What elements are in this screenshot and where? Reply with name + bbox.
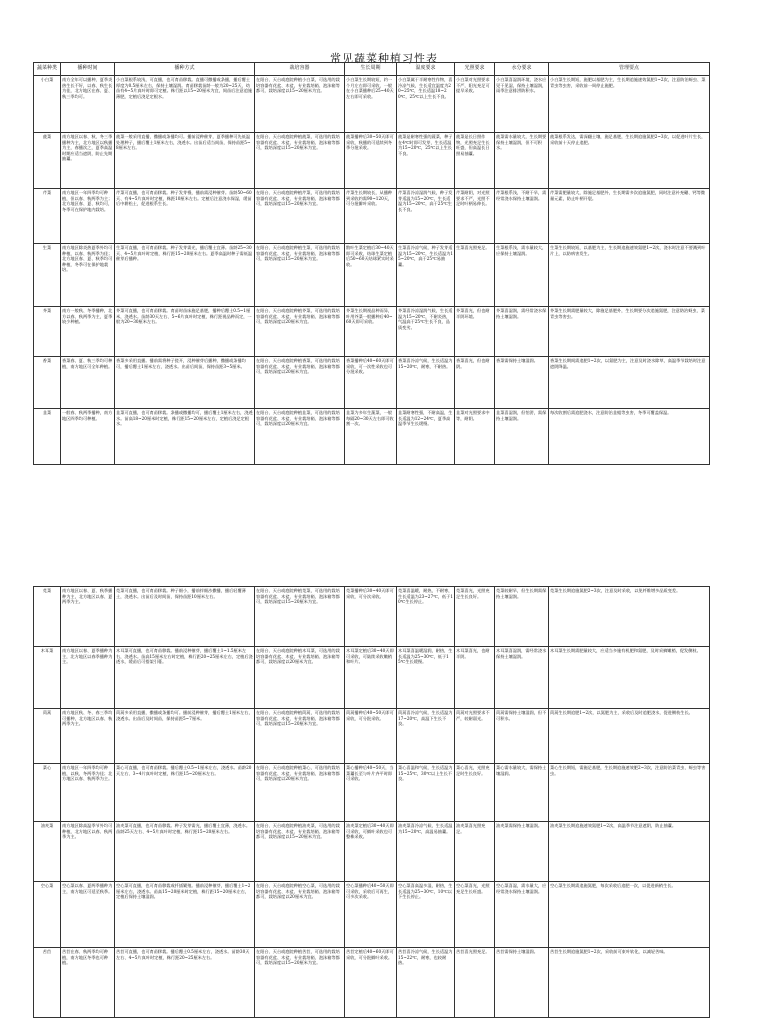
table-cell: 香菜播种后40~60天即可采收，可一次性采收也可分批采收。: [345, 357, 397, 409]
table-cell: 小白菜生长期短，施肥以基肥为主，生长期追施速效氮肥1~2次，注意防治蚜虫、菜青虫等虫害，采收前一周停止施肥。: [549, 76, 710, 133]
table-cell: 香菜春、夏、秋三季均可种植，南方地区可全年种植。: [61, 357, 115, 409]
table-cell: 茼蒿多采用直播，撒播或条播均可。播前浸种催芽，播后覆土1厘米左右，浇透水。出苗后及时间苗，保持苗距5~7厘米。: [115, 709, 255, 764]
table-row: [34, 764, 710, 822]
table-cell: 茼蒿需保持土壤湿润，但不可积水。: [495, 709, 549, 764]
table-cell: 苋菜生长期追施氮肥2~3次，注意及时采收，以免纤维增多品质变差。: [549, 587, 710, 647]
table-cell: 南方全年可以播种，夏季炎热生长不好，以春、秋生长为佳，北方地区在春、夏、秋三季均可。: [61, 76, 115, 133]
vegetable-habit-table-part-2: [33, 586, 710, 1018]
table-cell: 菜心生长期短，需施足基肥，生长期追施速效肥2~3次，注意防治菜青虫、蚜虫等害虫。: [549, 764, 710, 822]
table-cell: 空心菜生长期需追施氮肥，每次采收后追肥一次，以促进新梢生长。: [549, 882, 710, 948]
table-cell: 小白菜根系较浅，可直播，也可育苗移栽。直播可撒播或条播，播后覆土厚度为0.5厘米左右，保持土壤湿润。育苗移栽苗龄一般为20~25天，幼苗有4~5片真叶时即可定植。株行距以15~20厘米为宜，间苗后注意追施薄肥，定植后浇足定根水。: [115, 76, 255, 133]
table-cell: 苦苣可直播，也可育苗移栽。播后覆土0.5厘米左右，浇透水。苗龄30天左右、4~5片真叶时定植，株行距20~25厘米左右。: [115, 948, 255, 1018]
table-cell: 芹菜可直播，也可育苗移栽。种子发芽慢，播前需浸种催芽。苗龄50~60天、有4~5片真叶时定植，株距10厘米左右。定植后注意浇水保湿，缓苗后中耕松土，促进根系生长。: [115, 189, 255, 244]
table-cell: 在阳台、天台或庭院种植菜心，可选用的栽培容器有花盆、木盆、专业栽培箱、泡沫箱等都可，栽培深度以20厘米为宜。: [255, 764, 345, 822]
table-cell: 在阳台、天台或庭院种植苋菜，可选用的栽培容器有花盆、木盆、专业栽培箱、泡沫箱等都可，栽培深度以15~20厘米为宜。: [255, 587, 345, 647]
table-cell: 在阳台、天台或庭院种植木耳菜，可选用的栽培容器有花盆、木盆、专业栽培箱、泡沫箱等都可，栽培深度以20厘米为宜。: [255, 647, 345, 709]
table-cell: 菠菜根系发达，需深翻土壤，施足基肥，生长期追施氮肥2~3次，以促进叶片生长，采收前十天停止追肥。: [549, 133, 710, 189]
header-cell: 蔬菜种类: [34, 63, 61, 76]
table-cell: 南方地区一年四季均可种植，但以春、秋两季为主；北方地区春、夏、秋均可，冬季可在保护地内栽培。: [61, 189, 115, 244]
table-cell: 小白菜喜湿润环境，浇水应见干见湿，保持土壤湿润，雨季注意排涝防积水。: [495, 76, 549, 133]
vegetable-name-cell: 生菜: [34, 244, 61, 307]
table-row: [34, 76, 710, 133]
table-cell: 苦苣生长期追施氮肥1~2次，采收前可束叶软化，以减轻苦味。: [549, 948, 710, 1018]
table-cell: 油麦菜生长期追施速效氮肥1~2次，高温季节注意遮阴，防止抽薹。: [549, 822, 710, 882]
table-row: [34, 948, 710, 1018]
table-cell: 木耳菜定植后30~40天即可采收，可陆续采收嫩梢和叶片。: [345, 647, 397, 709]
table-cell: 油麦菜喜冷凉气候，生长适温为15~20℃，高温易抽薹。: [397, 822, 455, 882]
vegetable-name-cell: 香菜: [34, 357, 61, 409]
table-cell: 在阳台、天台或庭院种植生菜，可选用的栽培容器有花盆、木盆、专业栽培箱、泡沫箱等都可，栽培深度以15~20厘米为宜。: [255, 244, 345, 307]
table-row: [34, 587, 710, 647]
table-cell: 生菜生长期较短，以基肥为主，生长期追施速效氮肥1~2次，浇水时注意不要溅到叶片上，以防病害发生。: [549, 244, 710, 307]
table-cell: 香菜多采用直播。播前需将种子搓开，浸种催芽后播种，撒播或条播均可，播后覆土1厘米左右，浇透水。出苗后间苗，保持苗距3~5厘米。: [115, 357, 255, 409]
table-row: [34, 357, 710, 409]
table-cell: 香菜喜冷凉气候，生长适温为15~20℃，耐寒，不耐热。: [397, 357, 455, 409]
table-cell: 生菜根系浅，需水量较大，应保持土壤湿润。: [495, 244, 549, 307]
table-cell: 在阳台、天台或庭院种植香菜，可选用的栽培容器有花盆、木盆、专业栽培箱、泡沫箱等都可，栽培深度以20厘米为宜。: [255, 357, 345, 409]
table-cell: 韭菜对光照要求中等，耐阴。: [455, 409, 495, 465]
table-cell: 木耳菜生长期需肥量较大，应适当多施有机肥和氮肥，及时采摘嫩梢，促发侧枝。: [549, 647, 710, 709]
header-row: [34, 63, 710, 76]
sheet-title: 常见蔬菜种植习性表: [330, 52, 438, 65]
table-cell: 油麦菜喜光照充足。: [455, 822, 495, 882]
table-cell: 油麦菜可直播，也可育苗移栽。种子发芽需光，播后覆土宜薄，浇透水。苗龄25天左右、4~5片真叶时定植，株行距15~20厘米左右。: [115, 822, 255, 882]
table-cell: 芥菜生长期需肥量较大，除施足基肥外，生长期要分次追施氮肥，注意防治蚜虫、菜青虫等害虫。: [549, 307, 710, 357]
table-cell: 香菜需保持土壤湿润。: [495, 357, 549, 409]
table-cell: 空心菜以春、夏两季播种为主，南方地区可延至秋季。: [61, 882, 115, 948]
table-cell: 木耳菜喜湿润，需经常浇水保持土壤湿润。: [495, 647, 549, 709]
table-cell: 韭菜为多年生蔬菜，一般每隔20~30天左右即可收割一次。: [345, 409, 397, 465]
table-cell: 芹菜耐阴，对光照要求不严，光照不足时叶柄易伸长。: [455, 189, 495, 244]
table-cell: 茼蒿播种后40~50天即可采收，可分批采收。: [345, 709, 397, 764]
table-cell: 小白菜对光照要求不严，阳光充足可提早采收。: [455, 76, 495, 133]
table-cell: 韭菜耐寒性强，不耐高温，生长适温为12~24℃，夏季高温季节生长缓慢。: [397, 409, 455, 465]
table-cell: 菠菜是长日照作物，光照充足生长旺盛，但高温长日照易抽薹。: [455, 133, 495, 189]
table-cell: 茼蒿对光照要求不严，较耐弱光。: [455, 709, 495, 764]
table-cell: 芹菜需肥量较大，除施足基肥外，生长期需多次追施氮肥，同时注意补充硼、钙等微量元素，防止叶柄开裂。: [549, 189, 710, 244]
table-row: [34, 822, 710, 882]
table-cell: 苋菜喜光，光照充足生长良好。: [455, 587, 495, 647]
table-cell: 芥菜可直播，也可育苗移栽。育苗时苗床施足基肥，播种后覆土0.5~1厘米，浇透水。苗龄30天左右、5~6片真叶时定植，株行距视品种而定，一般为20~30厘米左右。: [115, 307, 255, 357]
vegetable-habit-table-part-1: [33, 62, 710, 465]
table-cell: 菠菜播种后30~50天即可采收，秋播的可延续到冬季分批采收。: [345, 133, 397, 189]
table-cell: 每次收割后需追肥浇水，注意防治韭蛆等虫害，冬季可覆盖保温。: [549, 409, 710, 465]
table-cell: 香菜生长期间需追肥1~2次，以氮肥为主，注意及时浇水除草，高温季节栽培时注意遮阴降温。: [549, 357, 710, 409]
table-cell: 木耳菜喜温暖湿润，耐热，生长适温为25~30℃，低于15℃生长缓慢。: [397, 647, 455, 709]
table-cell: 苦苣定植后40~60天即可采收，可分批擗叶采收。: [345, 948, 397, 1018]
table-cell: 空心菜播种后40~50天即可采收，采收后可再生，可多次采收。: [345, 882, 397, 948]
table-cell: 油麦菜定植后30~40天即可采收，可擗叶采收也可整株采收。: [345, 822, 397, 882]
table-cell: 在阳台、天台或庭院种植油麦菜，可选用的栽培容器有花盆、木盆、专业栽培箱、泡沫箱等都可，栽培深度以15~20厘米为宜。: [255, 822, 345, 882]
table-cell: 在阳台、天台或庭院种植小白菜，可选用的栽培容器有花盆、木盆，专业栽培箱、泡沫箱等都可，栽培深度以15~20厘米为宜。: [255, 76, 345, 133]
table-cell: 生菜可直播，也可育苗移栽。种子发芽需光，播后覆土宜薄。苗龄25~30天、4~5片真叶时定植，株行距15~20厘米左右。夏季高温时种子需低温催芽后播种。: [115, 244, 255, 307]
table-cell: 菠菜是耐寒性强的蔬菜，种子在4℃时即可发芽，生长适温为15~20℃，25℃以上生长不良。: [397, 133, 455, 189]
table-cell: 菠菜一般采用直播，撒播或条播均可。播前浸种催芽，夏季播种可先低温处理种子，播后覆土1厘米左右，浇透水。出苗后适当间苗，保持苗距5~8厘米左右。: [115, 133, 255, 189]
table-cell: 木耳菜喜光，也耐半阴。: [455, 647, 495, 709]
table-cell: 苦苣在春、秋两季均可种植，南方地区冬季也可种植。: [61, 948, 115, 1018]
table-cell: 油麦菜需保持土壤湿润。: [495, 822, 549, 882]
table-cell: 生菜喜光照充足。: [455, 244, 495, 307]
table-row: [34, 882, 710, 948]
table-cell: 香菜喜光，但也耐阴。: [455, 357, 495, 409]
vegetable-name-cell: 茼蒿: [34, 709, 61, 764]
table-cell: 茼蒿喜冷凉气候，生长适温为17~20℃，高温下生长不良。: [397, 709, 455, 764]
table-cell: 在阳台、天台或庭院种植茼蒿，可选用的栽培容器有花盆、木盆、专业栽培箱、泡沫箱等都可，栽培深度以15~20厘米为宜。: [255, 709, 345, 764]
table-cell: 散叶生菜定植后30~40天即可采收，结球生菜定植后50~60天结球紧实时采收。: [345, 244, 397, 307]
sheet-page-2: [0, 586, 768, 1024]
table-cell: 空心菜喜光，光照充足生长旺盛。: [455, 882, 495, 948]
header-cell: 温度要求: [397, 63, 455, 76]
table-row: [34, 244, 710, 307]
table-cell: 空心菜喜高温多湿，耐热，生长适温为25~30℃，10℃以下生长停止。: [397, 882, 455, 948]
table-cell: 南方一般秋、冬季播种，北方以春、秋两季为主，夏季较少种植。: [61, 307, 115, 357]
page-gap: [0, 470, 768, 586]
table-cell: 苦苣需保持土壤湿润。: [495, 948, 549, 1018]
vegetable-name-cell: 菠菜: [34, 133, 61, 189]
table-cell: 南方地区秋、冬、春三季均可播种，北方地区以春、秋两季为主。: [61, 709, 115, 764]
table-cell: 南方地区一年四季均可种植，以秋、冬两季为佳；北方地区以春、秋两季为主。: [61, 764, 115, 822]
vegetable-name-cell: 韭菜: [34, 409, 61, 465]
table-cell: 小白菜属于半耐寒性作物，喜冷凉气候，生长适宜温度为20~25℃，生长适温18~20℃，25℃以上生长不良。: [397, 76, 455, 133]
table-row: [34, 409, 710, 465]
table-cell: 南方地区除炎热夏季外均可种植，以春、秋两季为佳；北方地区春、夏、秋季均可种植，冬季可在保护地栽培。: [61, 244, 115, 307]
vegetable-name-cell: 芥菜: [34, 307, 61, 357]
table-cell: 菜心可直播，也可育苗移栽。播后覆土0.5~1厘米左右，浇透水。苗龄20天左右、3~4片真叶时定植，株行距15~20厘米左右。: [115, 764, 255, 822]
table-cell: 苋菜喜温暖，耐热，不耐寒，生长适温为23~27℃，低于10℃生长停止。: [397, 587, 455, 647]
header-cell: 播种时间: [61, 63, 115, 76]
table-cell: 在阳台、天台或庭院种植韭菜，可选用的栽培容器有花盆、木盆、专业栽培箱、泡沫箱等都可，栽培深度以20厘米为宜。: [255, 409, 345, 465]
table-cell: 菜心播种后40~50天，当菜薹长至与叶片齐平时即可采收。: [345, 764, 397, 822]
table-cell: 芥菜喜湿润，需经常浇水保持土壤湿润。: [495, 307, 549, 357]
header-cell: 水分要求: [495, 63, 549, 76]
table-cell: 南方地区以春、夏、秋季播种为主，北方地区以春、夏两季为主。: [61, 587, 115, 647]
header-cell: 播种方式: [115, 63, 255, 76]
table-cell: 韭菜喜湿润，但怕涝，需保持土壤湿润。: [495, 409, 549, 465]
table-cell: 在阳台、天台或庭院种植芥菜，可选用的栽培容器有花盆、木盆、专业栽培箱、泡沫箱等都可，栽培深度以20厘米为宜。: [255, 307, 345, 357]
table-row: [34, 189, 710, 244]
table-cell: 一般春、秋两季播种，南方地区四季均可种植。: [61, 409, 115, 465]
vegetable-name-cell: 小白菜: [34, 76, 61, 133]
vegetable-name-cell: 木耳菜: [34, 647, 61, 709]
vegetable-name-cell: 菜心: [34, 764, 61, 822]
table-row: [34, 133, 710, 189]
table-row: [34, 709, 710, 764]
table-cell: 芹菜生长期较长，从播种到采收约需90~120天，可分批擗叶采收。: [345, 189, 397, 244]
table-cell: 苋菜播种后30~40天即可采收，可分次采收。: [345, 587, 397, 647]
table-cell: 苋菜较耐旱，但生长期需保持土壤湿润。: [495, 587, 549, 647]
table-row: [34, 307, 710, 357]
table-cell: 苦苣喜冷凉气候，生长适温为15~22℃，耐寒，也较耐热。: [397, 948, 455, 1018]
table-cell: 木耳菜可直播，也可育苗移栽。播前浸种催芽，播后覆土1~1.5厘米左右，浇透水。苗高15厘米左右时定植，株行距20~25厘米左右，定植后浇透水，缓苗后可搭架引蔓。: [115, 647, 255, 709]
table-cell: 空心菜可直播，也可育苗移栽或扦插繁殖。播前浸种催芽，播后覆土1~2厘米左右，浇透水。苗高15~20厘米时定植，株行距15~20厘米左右，定植后保持土壤湿润。: [115, 882, 255, 948]
table-cell: 芹菜根系浅，不耐干旱，需经常浇水保持土壤湿润。: [495, 189, 549, 244]
table-cell: 菜心需水量较大，需保持土壤湿润。: [495, 764, 549, 822]
header-cell: 生长周期: [345, 63, 397, 76]
vegetable-name-cell: 油麦菜: [34, 822, 61, 882]
table-cell: 芥菜喜冷凉湿润气候，生长适温为15~20℃，不耐炎热，气温高于25℃生长不良，品质变劣。: [397, 307, 455, 357]
table-cell: 在阳台、天台或庭院种植空心菜，可选用的栽培容器有花盆、木盆、专业栽培箱、泡沫箱等都可，栽培深度以20厘米为宜。: [255, 882, 345, 948]
table-cell: 茼蒿生长期追肥1~2次，以氮肥为主，采收后及时追肥浇水，促进侧枝生长。: [549, 709, 710, 764]
header-cell: 栽培容器: [255, 63, 345, 76]
table-cell: 菜心喜光，光照充足时生长良好。: [455, 764, 495, 822]
table-cell: 在阳台、天台或庭院种植芹菜，可选用的栽培容器有花盆、木盆、专业栽培箱、泡沫箱等都可，栽培深度以15~20厘米为宜。: [255, 189, 345, 244]
table-cell: 菜心喜温和气候，生长适温为15~25℃，30℃以上生长不良。: [397, 764, 455, 822]
table-cell: 生菜喜冷凉气候，种子发芽适温为15~20℃，生长适温为15~20℃，高于25℃易抽薹。: [397, 244, 455, 307]
table-cell: 苋菜可直播，也可育苗移栽。种子细小，播前拌细沙撒播，播后轻覆薄土，浇透水。出苗后及时间苗，保持苗距10厘米左右。: [115, 587, 255, 647]
table-cell: 菠菜需水量较大，生长期要保持土壤湿润，但不可积水。: [495, 133, 549, 189]
table-cell: 南方地区以春、夏季播种为主，北方地区以春季播种为主。: [61, 647, 115, 709]
table-cell: 芥菜喜光，但也耐半阴环境。: [455, 307, 495, 357]
table-cell: 在阳台、天台或庭院种植菠菜，可选用的栽培容器有花盆、木盆、专业栽培箱、泡沫箱等都可，栽培深度以15~20厘米为宜。: [255, 133, 345, 189]
table-cell: 小白菜生长期较短，约一个月左右即可采收，一般在小白菜播种后25~40天左右即可采收。: [345, 76, 397, 133]
table-cell: 韭菜可直播，也可育苗移栽。条播或撒播均可，播后覆土1厘米左右，浇透水。苗高18~20厘米时定植，株行距15~20厘米左右，定植后浇足定根水。: [115, 409, 255, 465]
header-cell: 管理要点: [549, 63, 710, 76]
header-cell: 光照要求: [455, 63, 495, 76]
vegetable-name-cell: 芹菜: [34, 189, 61, 244]
table-cell: 芹菜喜冷凉湿润气候，种子发芽适温为15~20℃，生长适温为15~20℃，高于25℃生长不良。: [397, 189, 455, 244]
table-cell: 南方地区以春、秋、冬三季播种为主，北方地区以秋播为主，春播次之，夏季高温时期应适当遮阴，防止先期抽薹。: [61, 133, 115, 189]
vegetable-name-cell: 苋菜: [34, 587, 61, 647]
vegetable-name-cell: 苦苣: [34, 948, 61, 1018]
table-cell: 苦苣喜光照充足。: [455, 948, 495, 1018]
table-cell: 芥菜生长期视品种而异，叶用芥菜一般播种后40~60天即可采收。: [345, 307, 397, 357]
table-cell: 南方地区除高温季节外均可种植，北方地区以春、秋两季为主。: [61, 822, 115, 882]
sheet-page-1: [0, 0, 768, 470]
table-row: [34, 647, 710, 709]
table-cell: 在阳台、天台或庭院种植苦苣，可选用的栽培容器有花盆、木盆、专业栽培箱、泡沫箱等都可，栽培深度以15~20厘米为宜。: [255, 948, 345, 1018]
vegetable-name-cell: 空心菜: [34, 882, 61, 948]
table-cell: 空心菜喜湿，需水量大，应经常浇水保持土壤湿润。: [495, 882, 549, 948]
